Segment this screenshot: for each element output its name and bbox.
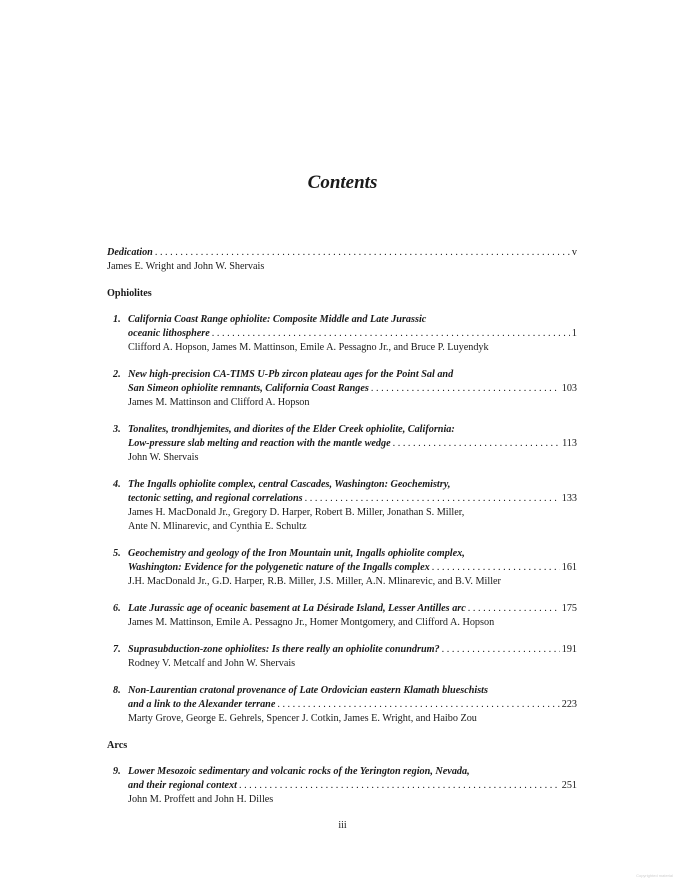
chapter-leader-line [128,561,577,575]
dedication-authors: James E. Wright and John W. Shervais [107,261,265,272]
chapter-number: 2. [113,369,121,380]
chapter-title-line: Suprasubduction-zone ophiolites: Is there really an ophiolite conundrum? [128,644,440,655]
chapter-title-line: and a link to the Alexander terrane [128,699,276,710]
chapter-title-line: San Simeon ophiolite remnants, California Coast Ranges [128,383,369,394]
dot-leader [371,382,560,396]
chapter-leader-line [128,643,577,657]
dedication-leader-line [107,246,577,260]
dot-leader [442,643,560,657]
chapter-number: 1. [113,314,121,325]
toc-entry[interactable] [107,478,577,534]
dot-leader [277,698,559,712]
dot-leader [155,246,570,260]
chapter-title-line: Washington: Evidence for the polygenetic nature of the Ingalls complex [128,562,430,573]
chapter-title-line: California Coast Range ophiolite: Composite Middle and Late Jurassic [128,314,427,325]
chapter-page-number: 1 [571,328,577,339]
chapter-authors: James M. Mattinson, Emile A. Pessagno Jr., Homer Montgomery, and Clifford A. Hopson [128,617,495,628]
sections-container [107,287,577,807]
chapter-title-line: The Ingalls ophiolite complex, central Cascades, Washington: Geochemistry, [128,479,451,490]
chapter-leader-line [128,382,577,396]
chapter-number: 6. [113,603,121,614]
dedication-title: Dedication [107,247,153,258]
chapter-page-number: 175 [561,603,577,614]
chapter-title-line: Low-pressure slab melting and reaction with the mantle wedge [128,438,391,449]
dedication-entry[interactable] [107,246,577,274]
toc-entry[interactable] [107,684,577,726]
toc-entry[interactable] [107,765,577,807]
chapter-authors: Clifford A. Hopson, James M. Mattinson, Emile A. Pessagno Jr., and Bruce P. Luyendyk [128,342,489,353]
chapter-number: 3. [113,424,121,435]
chapter-leader-line [128,602,577,616]
chapter-number: 8. [113,685,121,696]
chapter-title-line: oceanic lithosphere [128,328,210,339]
toc-entry[interactable] [107,643,577,671]
toc-entry[interactable] [107,368,577,410]
chapter-leader-line [128,698,577,712]
chapter-leader-line [128,779,577,793]
toc-entry[interactable] [107,602,577,630]
chapter-title-line: New high-precision CA-TIMS U-Pb zircon plateau ages for the Point Sal and [128,369,454,380]
table-of-contents [107,246,577,820]
chapter-authors: John M. Proffett and John H. Dilles [128,794,274,805]
chapter-title-line: and their regional context [128,780,237,791]
chapter-leader-line [128,437,577,451]
section-heading: Ophiolites [107,288,152,299]
chapter-page-number: 251 [561,780,577,791]
chapter-leader-line [128,492,577,506]
chapter-authors: John W. Shervais [128,452,199,463]
dedication-page-number: v [571,247,577,258]
dot-leader [212,327,570,341]
copyright-watermark: Copyrighted material [636,873,673,878]
chapter-number: 5. [113,548,121,559]
chapter-page-number: 103 [561,383,577,394]
toc-entry[interactable] [107,547,577,589]
chapter-authors: James M. Mattinson and Clifford A. Hopson [128,397,310,408]
chapter-page-number: 223 [561,699,577,710]
chapter-number: 7. [113,644,121,655]
chapter-title-line: Tonalites, trondhjemites, and diorites of the Elder Creek ophiolite, California: [128,424,455,435]
chapter-authors: James H. MacDonald Jr., Gregory D. Harper, Robert B. Miller, Jonathan S. Miller, [128,507,465,518]
chapter-page-number: 133 [561,493,577,504]
chapter-authors: J.H. MacDonald Jr., G.D. Harper, R.B. Miller, J.S. Miller, A.N. Mlinarevic, and B.V. Miller [128,576,501,587]
chapter-leader-line [128,327,577,341]
chapter-authors: Marty Grove, George E. Gehrels, Spencer J. Cotkin, James E. Wright, and Haibo Zou [128,713,477,724]
chapter-title-line: Lower Mesozoic sedimentary and volcanic rocks of the Yerington region, Nevada, [128,766,470,777]
chapter-authors: Rodney V. Metcalf and John W. Shervais [128,658,296,669]
chapter-number: 4. [113,479,121,490]
chapter-authors: Ante N. Mlinarevic, and Cynthia E. Schultz [128,521,307,532]
chapter-title-line: tectonic setting, and regional correlations [128,493,303,504]
dot-leader [432,561,560,575]
chapter-page-number: 161 [561,562,577,573]
dot-leader [393,437,560,451]
page-folio: iii [338,820,347,831]
chapter-title-line: Late Jurassic age of oceanic basement at La Désirade Island, Lesser Antilles arc [128,603,466,614]
section-heading: Arcs [107,740,128,751]
dot-leader [239,779,560,793]
page-title: Contents [307,172,378,193]
dot-leader [468,602,560,616]
chapter-page-number: 191 [561,644,577,655]
chapter-page-number: 113 [562,438,577,449]
chapter-title-line: Geochemistry and geology of the Iron Mountain unit, Ingalls ophiolite complex, [128,548,465,559]
toc-entry[interactable] [107,423,577,465]
dot-leader [305,492,560,506]
chapter-title-line: Non-Laurentian cratonal provenance of Late Ordovician eastern Klamath blueschists [128,685,488,696]
toc-entry[interactable] [107,313,577,355]
chapter-number: 9. [113,766,121,777]
